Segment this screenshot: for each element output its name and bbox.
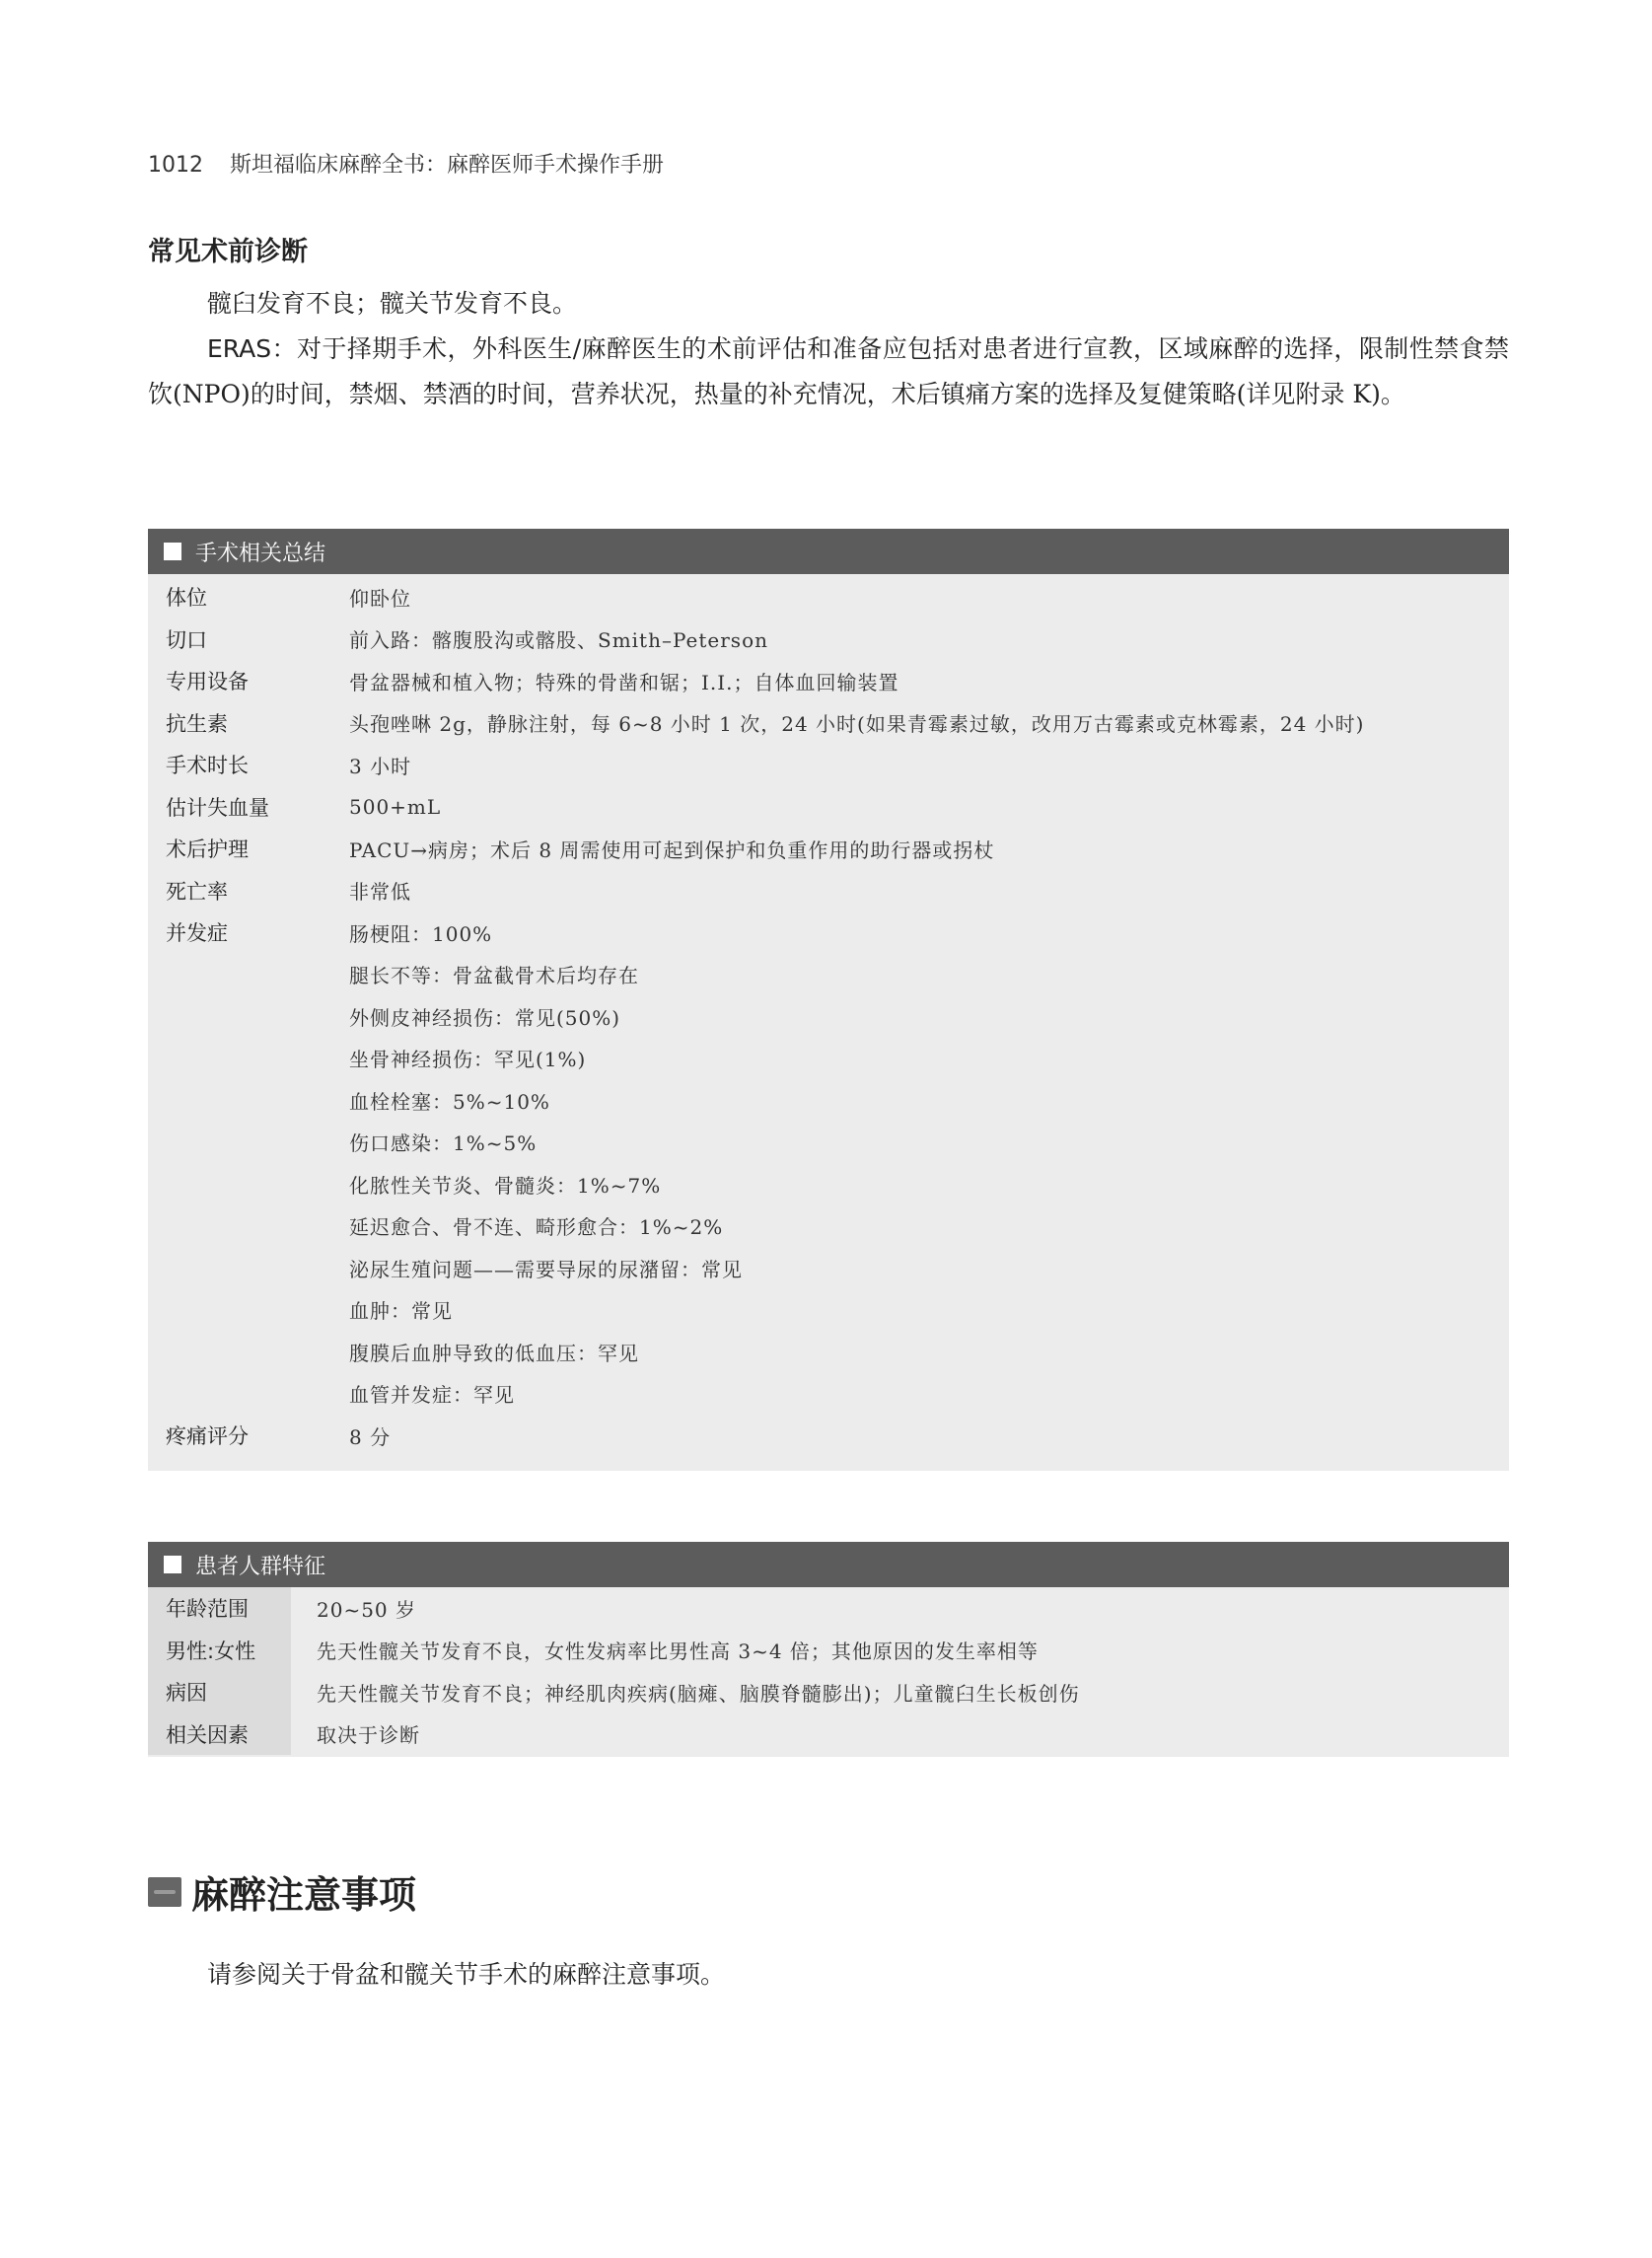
row-label: 术后护理 — [166, 838, 249, 862]
row-value: 仰卧位 — [349, 586, 411, 611]
book-title: 斯坦福临床麻醉全书：麻醉医师手术操作手册 — [230, 153, 665, 178]
row-label: 男性:女性 — [148, 1630, 291, 1672]
row-value: 外侧皮神经损伤：常见(50%) — [349, 1005, 621, 1030]
anesthesia-paragraph — [148, 1952, 1509, 1998]
table-row — [148, 995, 1509, 1038]
row-value: 8 分 — [349, 1424, 392, 1449]
table-row — [148, 660, 1509, 702]
table-row — [148, 786, 1509, 829]
table-row — [148, 1331, 1509, 1373]
row-value: 3 小时 — [349, 754, 412, 778]
row-value: 取决于诊断 — [317, 1723, 420, 1748]
patient-characteristics-title: 患者人群特征 — [195, 1554, 326, 1579]
row-label: 切口 — [166, 627, 207, 652]
row-value: 先天性髋关节发育不良；神经肌肉疾病(脑瘫、脑膜脊髓膨出)；儿童髋臼生长板创伤 — [317, 1681, 1080, 1706]
table-row — [148, 1671, 1509, 1713]
running-header — [148, 148, 664, 179]
diagnosis-text: 髋臼发育不良；髋关节发育不良。 — [207, 289, 578, 318]
anesthesia-text: 请参阅关于骨盆和髋关节手术的麻醉注意事项。 — [207, 1960, 726, 1989]
row-label: 体位 — [166, 586, 207, 611]
table-row — [148, 1247, 1509, 1289]
row-label: 病因 — [148, 1671, 291, 1713]
row-value: 延迟愈合、骨不连、畸形愈合：1%~2% — [349, 1215, 724, 1240]
square-bullet-icon — [164, 1556, 181, 1573]
row-value: 先天性髋关节发育不良，女性发病率比男性高 3~4 倍；其他原因的发生率相等 — [317, 1639, 1039, 1664]
row-value: 头孢唑啉 2g，静脉注射，每 6~8 小时 1 次，24 小时(如果青霉素过敏，改用万古霉素或克林霉素，24 小时) — [349, 712, 1365, 737]
row-value: 腹膜后血肿导致的低血压：罕见 — [349, 1341, 639, 1365]
patient-characteristics-box — [148, 1542, 1509, 1757]
table-row — [148, 1630, 1509, 1672]
eras-lead: ERAS： — [207, 334, 297, 363]
table-row — [148, 1122, 1509, 1164]
row-label: 估计失血量 — [166, 795, 269, 820]
row-value: 伤口感染：1%~5% — [349, 1131, 538, 1156]
table-row — [148, 1079, 1509, 1122]
table-row — [148, 1373, 1509, 1416]
table-row — [148, 744, 1509, 786]
row-value: 肠梗阻：100% — [349, 921, 493, 946]
table-row — [148, 1289, 1509, 1332]
row-value: 化脓性关节炎、骨髓炎：1%~7% — [349, 1173, 662, 1198]
table-row — [148, 1713, 1509, 1756]
diagnosis-paragraph — [148, 281, 1509, 327]
row-value: 20~50 岁 — [317, 1597, 417, 1622]
heading-tab-icon — [148, 1877, 181, 1907]
row-value: 非常低 — [349, 880, 411, 905]
row-value: PACU→病房；术后 8 周需使用可起到保护和负重作用的助行器或拐杖 — [349, 838, 995, 862]
patient-characteristics-rows — [148, 1587, 1509, 1757]
row-value: 前入路：髂腹股沟或髂股、Smith–Peterson — [349, 628, 768, 653]
anesthesia-heading — [148, 1864, 416, 1919]
table-row — [148, 1205, 1509, 1248]
eras-paragraph — [148, 327, 1509, 417]
row-label: 并发症 — [166, 921, 228, 946]
surgery-summary-rows — [148, 574, 1509, 1471]
square-bullet-icon — [164, 543, 181, 560]
row-value: 腿长不等：骨盆截骨术后均存在 — [349, 964, 639, 988]
table-row — [148, 1587, 1509, 1630]
row-value: 500+mL — [349, 794, 442, 819]
table-row — [148, 1038, 1509, 1080]
row-value: 血管并发症：罕见 — [349, 1383, 515, 1408]
row-label: 年龄范围 — [148, 1587, 291, 1630]
table-row — [148, 954, 1509, 996]
table-row — [148, 619, 1509, 661]
patient-characteristics-title-bar — [148, 1542, 1509, 1587]
surgery-summary-box — [148, 529, 1509, 1471]
row-label: 疼痛评分 — [166, 1424, 249, 1449]
surgery-summary-title: 手术相关总结 — [195, 541, 326, 566]
eras-text: 对于择期手术，外科医生/麻醉医生的术前评估和准备应包括对患者进行宣教，区域麻醉的选择，限制性禁食禁饮(NPO)的时间，禁烟、禁酒的时间，营养状况，热量的补充情况，术后镇痛方案的选择及复健策略(详见附录 K)。 — [148, 334, 1509, 408]
row-value: 泌尿生殖问题——需要导尿的尿潴留：常见 — [349, 1257, 743, 1281]
row-value: 骨盆器械和植入物；特殊的骨凿和锯；I.I.；自体血回输装置 — [349, 670, 899, 694]
row-value: 坐骨神经损伤：罕见(1%) — [349, 1048, 587, 1072]
row-label: 手术时长 — [166, 754, 249, 778]
row-label: 相关因素 — [148, 1713, 291, 1756]
table-row — [148, 870, 1509, 912]
table-row — [148, 1415, 1509, 1457]
row-label: 死亡率 — [166, 879, 228, 904]
anesthesia-heading-text: 麻醉注意事项 — [191, 1872, 417, 1917]
table-row — [148, 1163, 1509, 1205]
surgery-summary-title-bar — [148, 529, 1509, 574]
table-row — [148, 702, 1509, 745]
page-number: 1012 — [148, 153, 203, 178]
table-row — [148, 828, 1509, 870]
row-label: 专用设备 — [166, 670, 249, 694]
table-row — [148, 576, 1509, 619]
row-value: 血肿：常见 — [349, 1299, 453, 1324]
row-label: 抗生素 — [166, 711, 228, 736]
table-row — [148, 911, 1509, 954]
section-heading-diagnosis: 常见术前诊断 — [148, 237, 308, 267]
row-value: 血栓栓塞：5%~10% — [349, 1089, 550, 1114]
